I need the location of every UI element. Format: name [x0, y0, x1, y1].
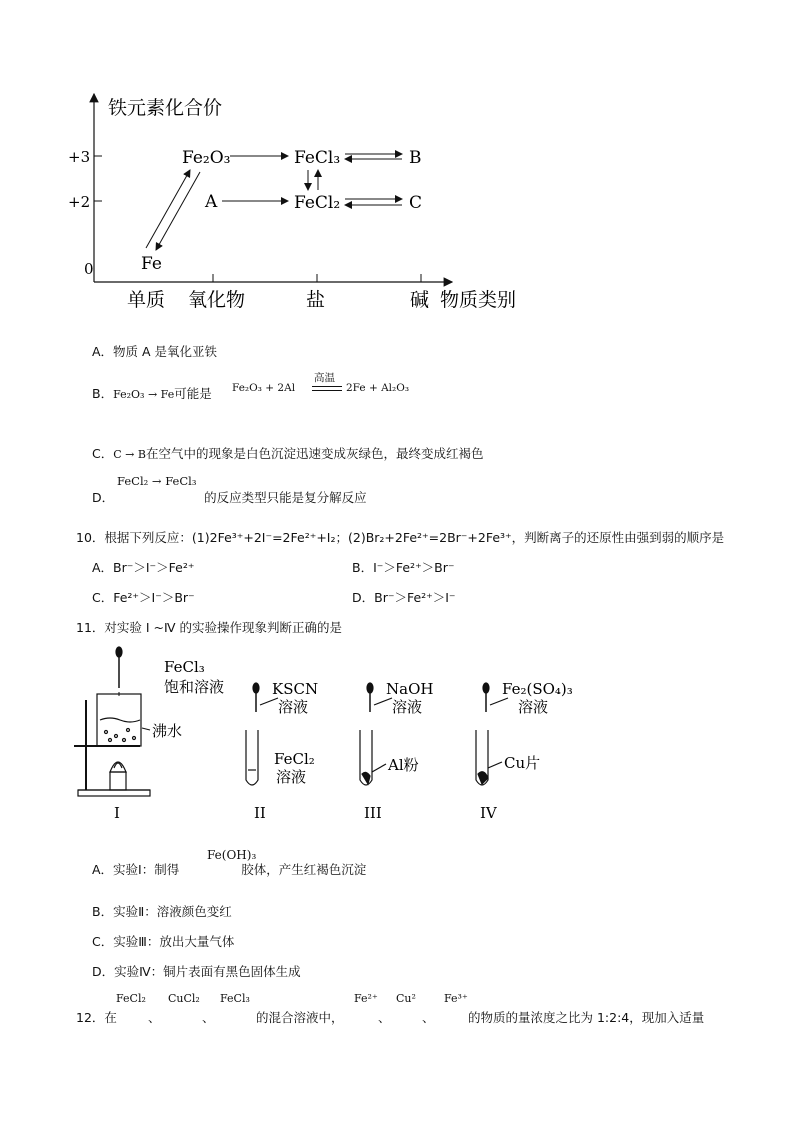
node-fecl3: FeCl₃ — [294, 148, 341, 168]
iii-reagent-label-1: NaOH — [386, 680, 434, 698]
q9-option-d — [92, 488, 367, 506]
x-axis-label: 物质类别 — [440, 289, 517, 311]
option-label: C． — [92, 446, 114, 461]
q12-formula-3: FeCl₃ — [220, 992, 250, 1005]
node-fe2o3: Fe₂O₃ — [182, 148, 231, 168]
q10-option-a: A．Br⁻＞I⁻＞Fe²⁺ — [92, 560, 195, 575]
x-cat-elemental: 单质 — [127, 289, 166, 311]
q9-option-a: A．物质 A 是氧化亚铁 — [92, 344, 218, 359]
option-label: D． — [92, 490, 115, 505]
iii-tube-label: Al粉 — [388, 756, 419, 774]
x-cat-oxide: 氧化物 — [188, 289, 246, 311]
q11-stem: 11．对实验 Ⅰ ~Ⅳ 的实验操作现象判断正确的是 — [76, 620, 343, 635]
iv-reagent-label-2: 溶液 — [518, 698, 549, 716]
iv-reagent-label-1: Fe₂(SO₄)₃ — [502, 680, 573, 698]
q9-option-c — [92, 444, 483, 462]
apparatus-label-iv: IV — [480, 804, 497, 822]
node-fecl2: FeCl₂ — [294, 193, 341, 213]
reaction-arrows — [146, 154, 402, 250]
q12-mid: 的混合溶液中， — [256, 1010, 344, 1025]
q10-option-c: C．Fe²⁺＞I⁻＞Br⁻ — [92, 590, 195, 605]
q12-formula-2: CuCl₂ — [168, 992, 200, 1005]
q9-option-b — [92, 384, 212, 402]
formula: C → B — [113, 448, 146, 461]
option-text: 的反应类型只能是复分解反应 — [204, 490, 367, 505]
q12-prefix: 12．在 — [76, 1010, 117, 1025]
equation-condition: 高温 — [314, 372, 335, 384]
q12-formula-1: FeCl₂ — [116, 992, 146, 1005]
y-tick-plus3: +3 — [68, 148, 91, 166]
node-a: A — [205, 192, 218, 212]
q10-option-d: D．Br⁻＞Fe²⁺＞I⁻ — [352, 590, 456, 605]
q12-stem — [76, 992, 776, 1034]
apparatus-label-i: I — [114, 804, 120, 822]
option-text: 在空气中的现象是白色沉淀迅速变成灰绿色，最终变成红褐色 — [145, 446, 484, 461]
ii-reagent-label-2: 溶液 — [278, 698, 309, 716]
node-c: C — [409, 193, 423, 213]
option-text: 胶体，产生红褐色沉淀 — [241, 862, 367, 877]
ii-tube-label-1: FeCl₂ — [274, 750, 315, 768]
apparatus-ii — [246, 683, 278, 785]
y-tick-zero: 0 — [84, 260, 94, 278]
apparatus-i — [74, 647, 150, 796]
equation-double-line — [312, 386, 342, 391]
equation-right: 2Fe + Al₂O₃ — [346, 382, 410, 394]
q12-ion-3: Fe³⁺ — [444, 992, 468, 1005]
x-cat-base: 碱 — [410, 289, 430, 311]
q12-sep-2: 、 — [202, 1010, 215, 1025]
i-reagent-label-1: FeCl₃ — [164, 658, 205, 676]
y-axis-label: 铁元素化合价 — [108, 97, 223, 119]
ii-reagent-label-1: KSCN — [272, 680, 319, 698]
ii-tube-label-2: 溶液 — [276, 768, 307, 786]
q11-option-a-formula: Fe(OH)₃ — [207, 848, 257, 862]
q10-stem: 10．根据下列反应：(1)2Fe³⁺+2I⁻=2Fe²⁺+I₂；(2)Br₂+2Fe²⁺=2Br⁻+2Fe³⁺，判断离子的还原性由强到弱的顺序是 — [76, 530, 725, 545]
experiment-apparatus — [0, 640, 800, 830]
q11-option-b: B．实验Ⅱ：溶液颜色变红 — [92, 904, 232, 919]
q12-sep-1: 、 — [148, 1010, 161, 1025]
iii-reagent-label-2: 溶液 — [392, 698, 423, 716]
q11-option-d: D．实验Ⅳ：铜片表面有黑色固体生成 — [92, 964, 301, 979]
apparatus-label-ii: II — [254, 804, 266, 822]
q12-ion-1: Fe²⁺ — [354, 992, 378, 1005]
q12-tail: 的物质的量浓度之比为 1:2:4，现加入适量 — [468, 1010, 705, 1025]
option-text: 可能是 — [174, 386, 212, 401]
iv-tube-label: Cu片 — [504, 754, 541, 772]
equation-left: Fe₂O₃ + 2Al — [232, 382, 296, 394]
valence-class-diagram — [0, 0, 800, 320]
node-b: B — [409, 148, 422, 168]
i-reagent-label-2: 饱和溶液 — [164, 678, 225, 696]
q12-sep-4: 、 — [422, 1010, 435, 1025]
q12-ion-2: Cu² — [396, 992, 416, 1005]
option-label: B． — [92, 386, 114, 401]
y-tick-plus2: +2 — [68, 193, 91, 211]
q9-option-d-formula: FeCl₂ → FeCl₃ — [117, 474, 197, 488]
q11-option-c: C．实验Ⅲ：放出大量气体 — [92, 934, 235, 949]
i-water-label: 沸水 — [152, 722, 183, 740]
q12-sep-3: 、 — [378, 1010, 391, 1025]
apparatus-label-iii: III — [364, 804, 382, 822]
formula: Fe₂O₃ → Fe — [113, 388, 175, 401]
q11-option-a — [92, 860, 366, 878]
x-cat-salt: 盐 — [306, 289, 326, 311]
option-label: A．实验Ⅰ：制得 — [92, 862, 180, 877]
q10-option-b: B．I⁻＞Fe²⁺＞Br⁻ — [352, 560, 455, 575]
node-fe: Fe — [141, 254, 162, 274]
